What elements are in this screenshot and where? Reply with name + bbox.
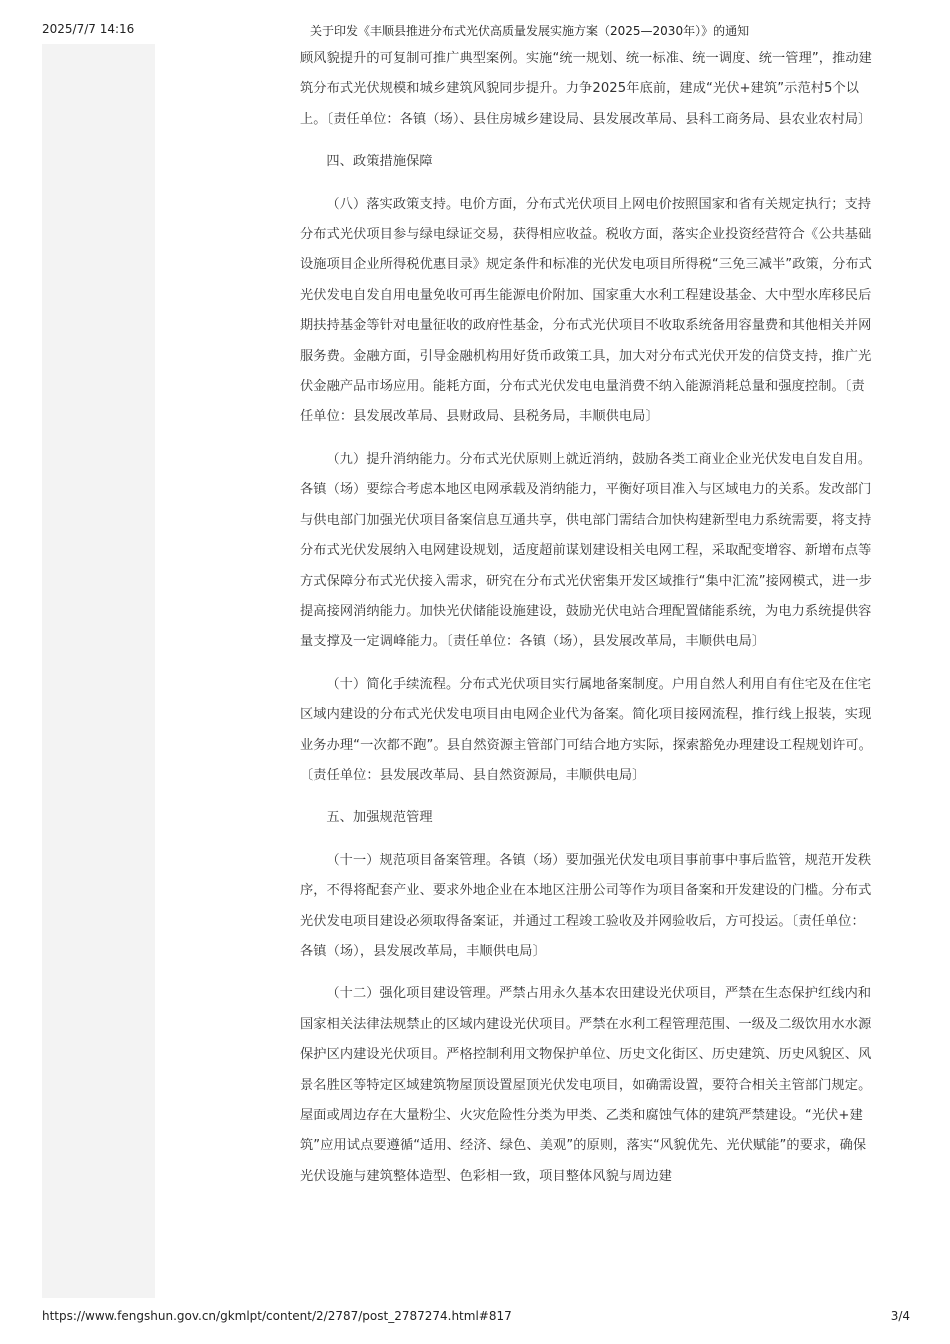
paragraph-12: （十二）强化项目建设管理。严禁占用永久基本农田建设光伏项目，严禁在生态保护红线内和国家相关法律法规禁止的区域内建设光伏项目。严禁在水利工程管理范围、一级及二级饮用水水源保护区内建设光伏项目。严格控制利用文物保护单位、历史文化街区、历史建筑、历史风貌区、风景名胜区等特定区域建筑物屋顶设置屋顶光伏发电项目，如确需设置，要符合相关主管部门规定。屋面或周边存在大量粉尘、火灾危险性分类为甲类、乙类和腐蚀气体的建筑严禁建设。“光伏+建筑”应用试点要遵循“适用、经济、绿色、美观”的原则，落实“风貌优先、光伏赋能”的要求，确保光伏设施与建筑整体造型、色彩相一致，项目整体风貌与周边建 [300, 986, 872, 1184]
section-heading-management: 五、加强规范管理 [326, 810, 433, 826]
paragraph-8: （八）落实政策支持。电价方面，分布式光伏项目上网电价按照国家和省有关规定执行；支持分布式光伏项目参与绿电绿证交易，获得相应收益。税收方面，落实企业投资经营符合《公共基础设施项目企业所得税优惠目录》规定条件和标准的光伏发电项目所得税“三免三减半”政策，分布式光伏发电自发自用电量免收可再生能源电价附加、国家重大水利工程建设基金、大中型水库移民后期扶持基金等针对电量征收的政府性基金，分布式光伏项目不收取系统备用容量费和其他相关并网服务费。金融方面，引导金融机构用好货币政策工具，加大对分布式光伏开发的信贷支持，推广光伏金融产品市场应用。能耗方面，分布式光伏发电电量消费不纳入能源消耗总量和强度控制。〔责任单位：县发展改革局、县财政局、县税务局，丰顺供电局〕 [300, 196, 872, 425]
paragraph-11: （十一）规范项目备案管理。各镇（场）要加强光伏发电项目事前事中事后监管，规范开发秩序，不得将配套产业、要求外地企业在本地区注册公司等作为项目备案和开发建设的门槛。分布式光伏发电项目建设必须取得备案证，并通过工程竣工验收及并网验收后，方可投运。〔责任单位：各镇（场），县发展改革局，丰顺供电局〕 [300, 852, 872, 959]
page-url: https://www.fengshun.gov.cn/gkmlpt/content/2/2787/post_2787274.html#817 [42, 1309, 512, 1323]
paragraph-continuation: 顾风貌提升的可复制可推广典型案例。实施“统一规划、统一标准、统一调度、统一管理”，推动建筑分布式光伏规模和城乡建筑风貌同步提升。力争2025年底前，建成“光伏+建筑”示范村5个以上。〔责任单位：各镇（场）、县住房城乡建设局、县发展改革局、县科工商务局、县农业农村局〕 [300, 51, 872, 127]
paragraph-10: （十）简化手续流程。分布式光伏项目实行属地备案制度。户用自然人利用自有住宅及在住宅区域内建设的分布式光伏发电项目由电网企业代为备案。简化项目接网流程，推行线上报装，实现业务办理“一次都不跑”。县自然资源主管部门可结合地方实际，探索豁免办理建设工程规划许可。〔责任单位：县发展改革局、县自然资源局，丰顺供电局〕 [300, 676, 872, 783]
document-title: 关于印发《丰顺县推进分布式光伏高质量发展实施方案（2025—2030年）》的通知 [310, 24, 750, 38]
page-number: 3/4 [890, 1309, 910, 1323]
article-body [300, 44, 872, 1298]
print-datetime: 2025/7/7 14:16 [42, 22, 135, 36]
paragraph-9: （九）提升消纳能力。分布式光伏原则上就近消纳，鼓励各类工商业企业光伏发电自发自用。各镇（场）要综合考虑本地区电网承载及消纳能力，平衡好项目准入与区域电力的关系。发改部门与供电部门加强光伏项目备案信息互通共享，供电部门需结合加快构建新型电力系统需要，将支持分布式光伏发展纳入电网建设规划，适度超前谋划建设相关电网工程，采取配变增容、新增布点等方式保障分布式光伏接入需求，研究在分布式光伏密集开发区域推行“集中汇流”接网模式，进一步提高接网消纳能力。加快光伏储能设施建设，鼓励光伏电站合理配置储能系统，为电力系统提供容量支撑及一定调峰能力。〔责任单位：各镇（场），县发展改革局，丰顺供电局〕 [300, 451, 872, 650]
section-heading-policy: 四、政策措施保障 [326, 154, 433, 170]
left-sidebar-panel [42, 44, 155, 1298]
